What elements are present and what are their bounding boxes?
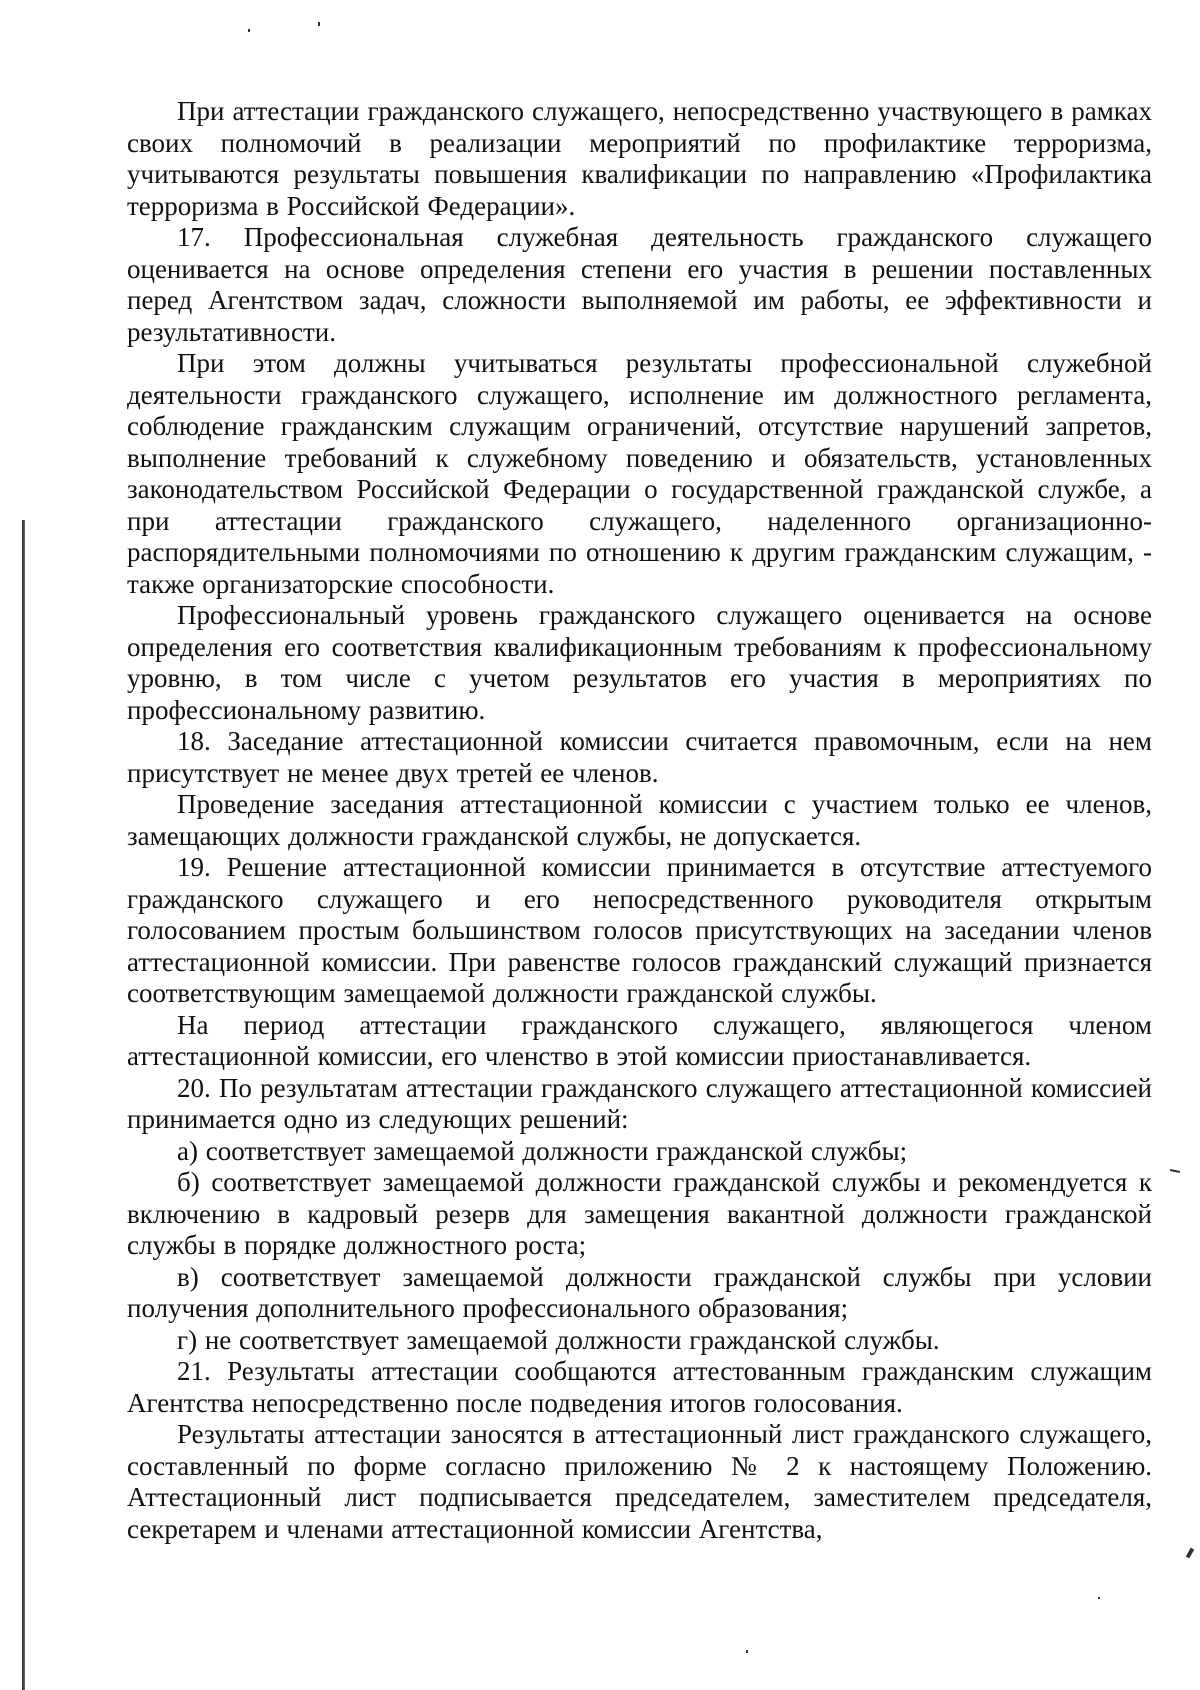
paragraph-professional-level: Профессиональный уровень гражданского служащего оценивается на основе определения его соответствия квалификационным требованиям к профессиональному уровню, в том числе с учетом результатов его участия в мероприятиях по профессиональному развитию. [127,600,1152,725]
scan-speck [1186,1548,1194,1559]
scan-margin-edge [22,520,25,1690]
paragraph-meeting-members: Проведение заседания аттестационной комиссии с участием только ее членов, замещающих должности гражданской службы, не допускается. [127,789,1152,851]
paragraph-item-19: 19. Решение аттестационной комиссии принимается в отсутствие аттестуемого гражданского служащего и его непосредственного руководителя открытым голосованием простым большинством голосов присутствующих на заседании членов аттестационной комиссии. При равенстве голосов гражданский служащий признается соответствующим замещаемой должности гражданской службы. [127,852,1152,1008]
paragraph-attestation-sheet: Результаты аттестации заносятся в аттестационный лист гражданского служащего, составленный по форме согласно приложению № 2 к настоящему Положению. Аттестационный лист подписывается председателем, заместителем председателя, секретарем и членами аттестационной комиссии Агентства, [127,1419,1152,1544]
scan-speck [318,22,320,26]
decision-option-b: б) соответствует замещаемой должности гражданской службы и рекомендуется к включению в кадровый резерв для замещения вакантной должности гражданской службы в порядке должностного роста; [127,1167,1152,1260]
decision-option-a: а) соответствует замещаемой должности гражданской службы; [177,1135,908,1166]
paragraph-membership-suspension: На период аттестации гражданского служащего, являющегося членом аттестационной комиссии, его членство в этой комиссии приостанавливается. [127,1009,1152,1071]
scan-speck [248,29,250,32]
decision-option-v: в) соответствует замещаемой должности гражданской службы при условии получения дополнительного профессионального образования; [127,1261,1152,1323]
paragraph-evaluation-factors: При этом должны учитываться результаты профессиональной служебной деятельности гражданского служащего, исполнение им должностного регламента, соблюдение гражданским служащим ограничений, отсутствие нарушений запретов, выполнение требований к служебному поведению и обязательств, установленных законодательством Российской Федерации о государственной гражданской службе, а при аттестации гражданского служащего, наделенного организационно-распорядительными полномочиями по отношению к другим гражданским служащим, - также организаторские способности. [127,348,1152,599]
paragraph-terrorism-prevention: При аттестации гражданского служащего, непосредственно участвующего в рамках своих полномочий в реализации мероприятий по профилактике терроризма, учитываются результаты повышения квалификации по направлению «Профилактика терроризма в Российской Федерации». [127,96,1152,221]
paragraph-item-20: 20. По результатам аттестации гражданского служащего аттестационной комиссией принимается одно из следующих решений: [127,1072,1152,1134]
paragraph-item-18: 18. Заседание аттестационной комиссии считается правомочным, если на нем присутствует не менее двух третей ее членов. [127,726,1152,788]
paragraph-item-17: 17. Профессиональная служебная деятельность гражданского служащего оценивается на основе определения степени его участия в решении поставленных перед Агентством задач, сложности выполняемой им работы, ее эффективности и результативности. [127,222,1152,347]
paragraph-item-21: 21. Результаты аттестации сообщаются аттестованным гражданским служащим Агентства непосредственно после подведения итогов голосования. [127,1356,1152,1418]
scan-speck [1170,1169,1180,1173]
decision-option-g: г) не соответствует замещаемой должности гражданской службы. [177,1324,940,1355]
scan-speck [1098,1597,1100,1599]
scan-speck [746,1650,748,1653]
document-page [127,96,1152,1545]
